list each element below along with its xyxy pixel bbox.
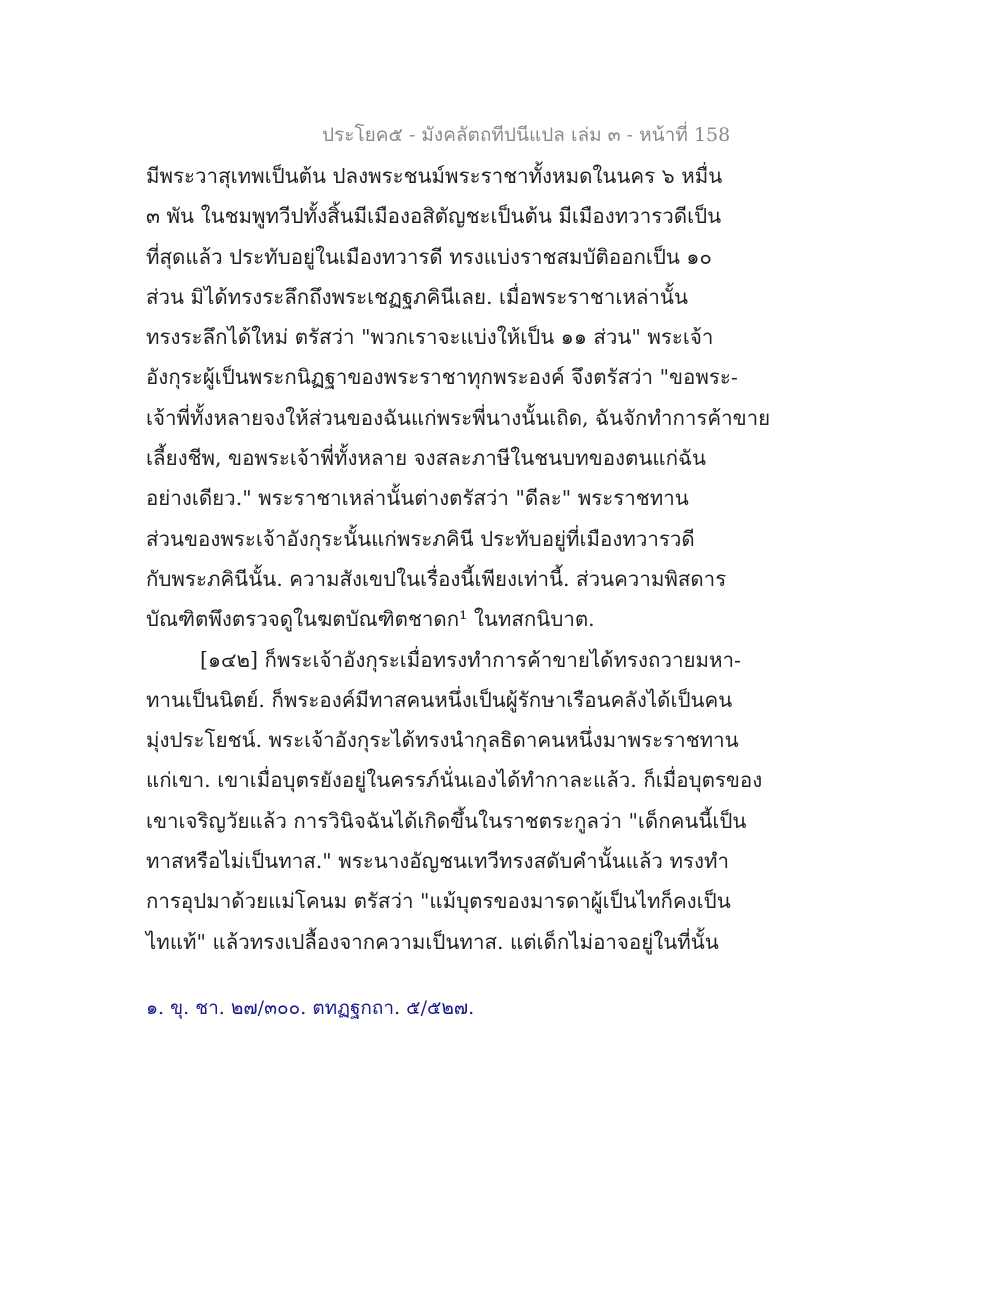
text-line: อังกุระผู้เป็นพระกนิฏฐาของพระราชาทุกพระองค์ จึงตรัสว่า "ขอพระ- — [146, 365, 738, 390]
text-line: ที่สุดแล้ว ประทับอยู่ในเมืองทวารดี ทรงแบ่งราชสมบัติออกเป็น ๑๐ — [146, 244, 712, 269]
text-line: มุ่งประโยชน์. พระเจ้าอังกุระได้ทรงนำกุลธิดาคนหนึ่งมาพระราชทาน — [146, 728, 739, 753]
text-line: ไทแท้" แล้วทรงเปลื้องจากความเป็นทาส. แต่เด็กไม่อาจอยู่ในที่นั้น — [146, 929, 719, 954]
text-line: ทรงระลึกได้ใหม่ ตรัสว่า "พวกเราจะแบ่งให้เป็น ๑๑ ส่วน" พระเจ้า — [146, 325, 714, 350]
text-line: เจ้าพี่ทั้งหลายจงให้ส่วนของฉันแก่พระพี่นางนั้นเถิด, ฉันจักทำการค้าขาย — [146, 405, 771, 430]
text-line: บัณฑิตพึงตรวจดูในฆตบัณฑิตชาดก¹ ในทสกนิบาต. — [146, 607, 595, 632]
text-line: ทานเป็นนิตย์. ก็พระองค์มีทาสคนหนึ่งเป็นผู้รักษาเรือนคลังได้เป็นคน — [146, 687, 733, 712]
text-line: การอุปมาด้วยแม่โคนม ตรัสว่า "แม้บุตรของมารดาผู้เป็นไทก็คงเป็น — [146, 889, 731, 914]
text-line: แก่เขา. เขาเมื่อบุตรยังอยู่ในครรภ์นั่นเองได้ทำกาละแล้ว. ก็เมื่อบุตรของ — [146, 768, 763, 793]
text-line: ทาสหรือไม่เป็นทาส." พระนางอัญชนเทวีทรงสดับคำนั้นแล้ว ทรงทำ — [146, 849, 730, 874]
text-line: เขาเจริญวัยแล้ว การวินิจฉันได้เกิดขึ้นในราชตระกูลว่า "เด็กคนนี้เป็น — [146, 808, 747, 833]
text-line: กับพระภคินีนั้น. ความสังเขปในเรื่องนี้เพียงเท่านี้. ส่วนความพิสดาร — [146, 566, 727, 591]
page-header: ประโยค๕ - มังคลัตถทีปนีแปล เล่ม ๓ - หน้าที่ 158 — [322, 124, 731, 146]
text-line: อย่างเดียว." พระราชาเหล่านั้นต่างตรัสว่า "ดีละ" พระราชทาน — [146, 486, 689, 511]
footnote: ๑. ขุ. ชา. ๒๗/๓๐๐. ตทฏฐกถา. ๕/๕๒๗. — [146, 997, 475, 1019]
paragraph-start-line: [๑๔๒] ก็พระเจ้าอังกุระเมื่อทรงทำการค้าขายได้ทรงถวายมหา- — [200, 647, 741, 672]
text-line: เลี้ยงชีพ, ขอพระเจ้าพี่ทั้งหลาย จงสละภาษีในชนบทของตนแก่ฉัน — [146, 446, 706, 471]
body-text — [146, 156, 771, 962]
text-line: ส่วน มิได้ทรงระลึกถึงพระเชฏฐภคินีเลย. เมื่อพระราชาเหล่านั้น — [146, 284, 688, 309]
text-line: ส่วนของพระเจ้าอังกุระนั้นแก่พระภคินี ประทับอยู่ที่เมืองทวารวดี — [146, 526, 695, 551]
text-line: มีพระวาสุเทพเป็นต้น ปลงพระชนม์พระราชาทั้งหมดในนคร ๖ หมื่น — [146, 164, 723, 188]
text-line: ๓ พัน ในชมพูทวีปทั้งสิ้นมีเมืองอสิตัญชะเป็นต้น มีเมืองทวารวดีเป็น — [146, 204, 722, 229]
